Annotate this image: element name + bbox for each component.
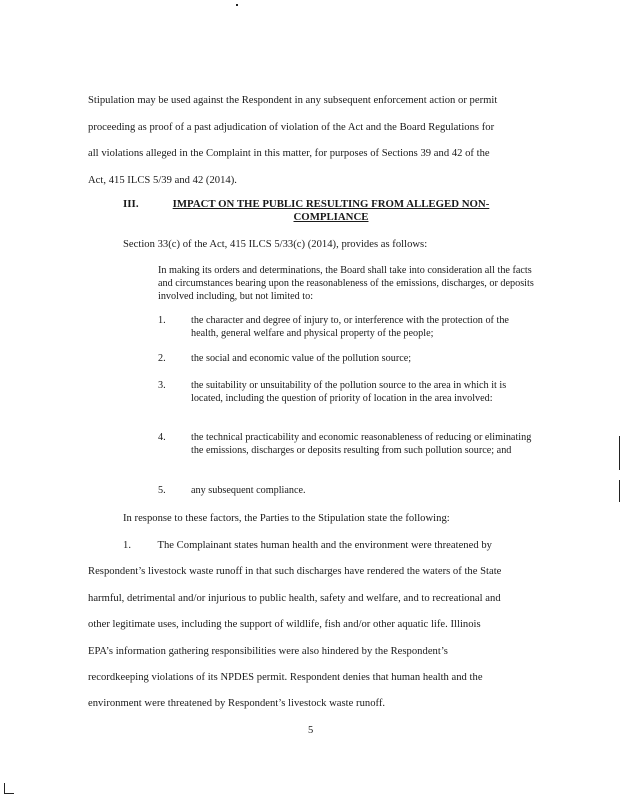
scan-corner-mark (4, 783, 5, 793)
body-text-line: EPA’s information gathering responsibilities were also hindered by the Respondent’s (88, 646, 448, 657)
body-text-line: Stipulation may be used against the Respondent in any subsequent enforcement action or permit (88, 95, 498, 106)
factor-number: 2. (158, 353, 166, 364)
body-text-line: harmful, detrimental and/or injurious to public health, safety and welfare, and to recreational and (88, 593, 501, 604)
factor-number: 5. (158, 485, 166, 496)
body-text-line: environment were threatened by Respondent’s livestock waste runoff. (88, 698, 386, 709)
body-text-line: recordkeeping violations of its NPDES permit. Respondent denies that human health and the (88, 672, 483, 683)
section-heading (158, 198, 504, 224)
factor-text: the character and degree of injury to, or interference with the protection of the health, general welfare and physical property of the people; (191, 315, 509, 340)
section-number: III. (123, 198, 139, 210)
section-heading-line1: IMPACT ON THE PUBLIC RESULTING FROM ALLEGED NON- (172, 198, 490, 210)
scan-edge-mark (619, 436, 620, 470)
body-text-line: all violations alleged in the Complaint in this matter, for purposes of Sections 39 and 42 of the (88, 148, 490, 159)
body-text-line: 1. The Complainant states human health and the environment were threatened by (123, 540, 492, 551)
factor-text: the suitability or unsuitability of the pollution source to the area in which it is located, including the question of priority of location in the area involved: (191, 380, 507, 405)
scan-corner-mark (4, 793, 14, 794)
body-text-line: Respondent’s livestock waste runoff in that such discharges have rendered the waters of the State (88, 566, 502, 577)
factor-number: 1. (158, 315, 166, 326)
factor-text: the technical practicability and economic reasonableness of reducing or eliminating the emissions, discharges or deposits resulting from such pollution source; and (191, 432, 532, 457)
factor-number: 4. (158, 432, 166, 443)
section-heading-line2: COMPLIANCE (293, 211, 369, 223)
body-text-line: other legitimate uses, including the support of wildlife, fish and/or other aquatic life. Illinois (88, 619, 481, 630)
factor-text: the social and economic value of the pollution source; (191, 353, 412, 364)
factor-number: 3. (158, 380, 166, 391)
section-intro: Section 33(c) of the Act, 415 ILCS 5/33(c) (2014), provides as follows: (123, 239, 428, 250)
factor-text: any subsequent compliance. (191, 485, 306, 496)
statute-quote: In making its orders and determinations, the Board shall take into consideration all the facts and circumstances bearing upon the reasonableness of the emissions, discharges, or deposits involved including, but not limited to: (158, 265, 534, 303)
body-text-line: proceeding as proof of a past adjudication of violation of the Act and the Board Regulations for (88, 122, 495, 133)
page-number: 5 (308, 725, 314, 736)
scan-speck (236, 4, 238, 6)
body-text-line: Act, 415 ILCS 5/39 and 42 (2014). (88, 175, 237, 186)
scan-edge-mark (619, 480, 620, 502)
response-intro: In response to these factors, the Parties to the Stipulation state the following: (123, 513, 450, 524)
